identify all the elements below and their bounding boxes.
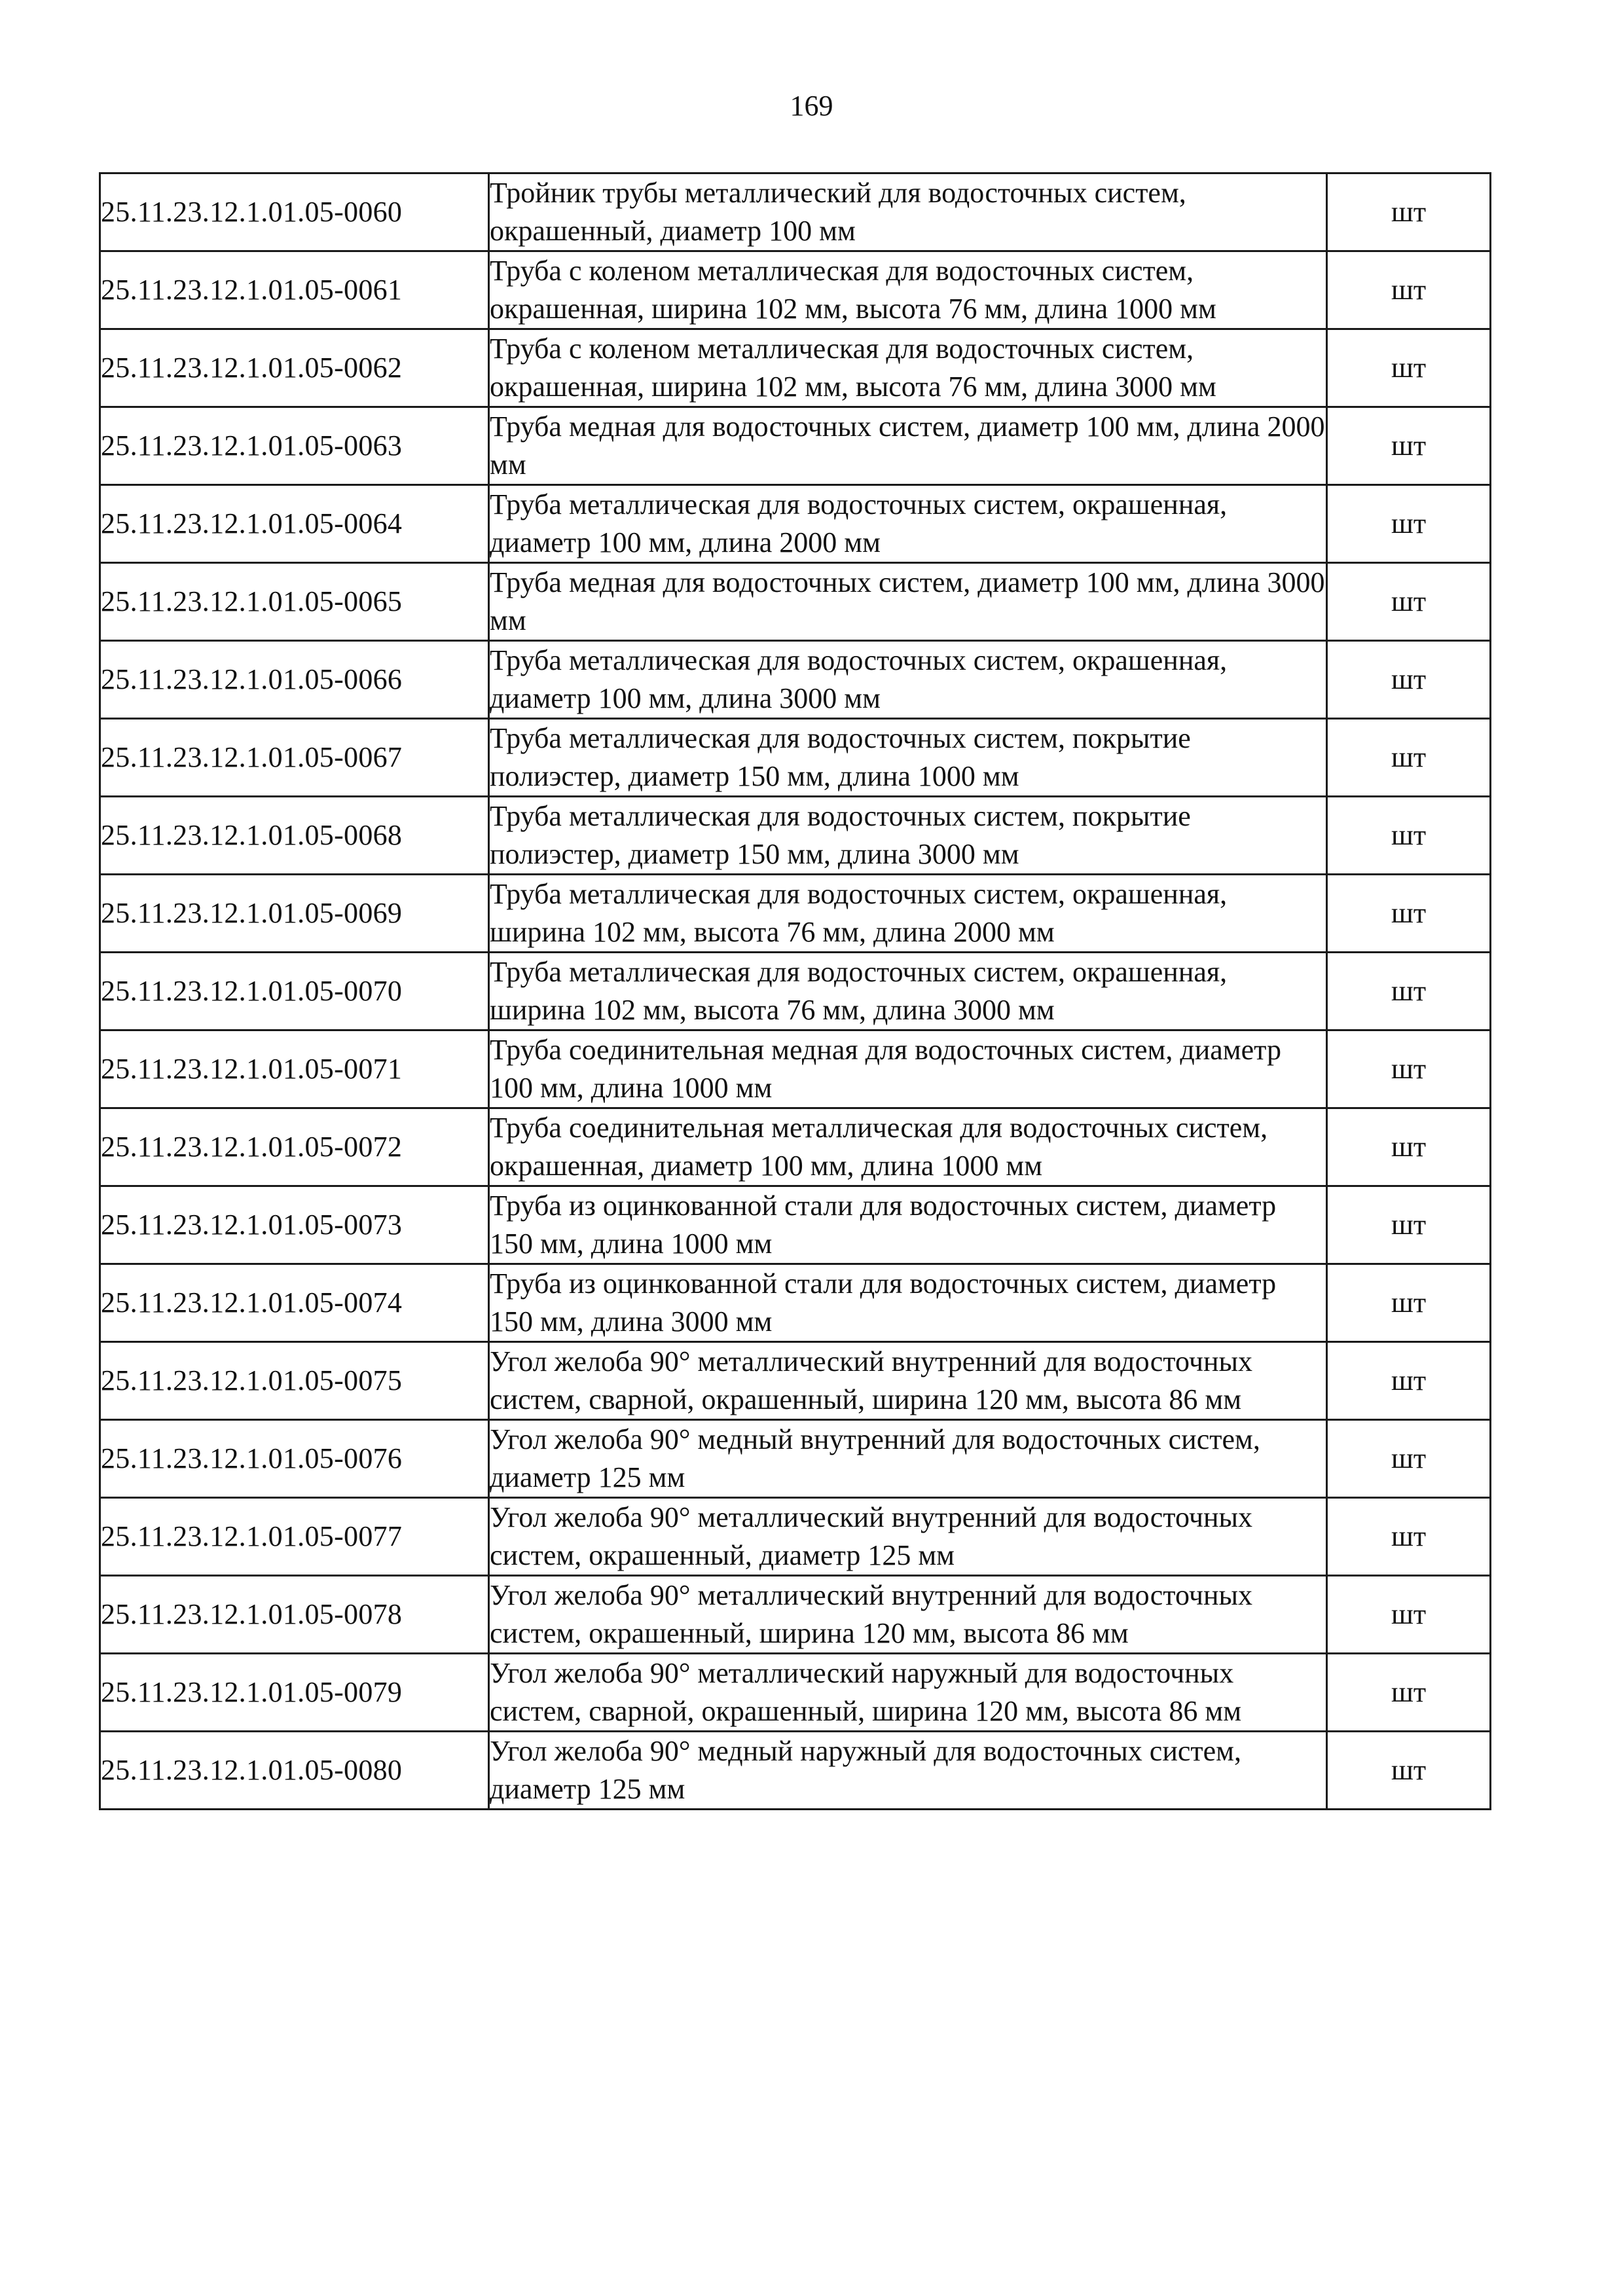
resource-code: 25.11.23.12.1.01.05-0072 [100,1108,489,1186]
table-row [100,1108,1491,1186]
resource-code: 25.11.23.12.1.01.05-0073 [100,1186,489,1264]
resource-code: 25.11.23.12.1.01.05-0065 [100,563,489,641]
resource-description: Труба соединительная металлическая для водосточных систем, окрашенная, диаметр 100 мм, длина 1000 мм [489,1108,1327,1186]
table-row [100,251,1491,329]
table-row [100,1420,1491,1498]
table-row [100,641,1491,719]
table-row [100,173,1491,251]
resource-description: Угол желоба 90° металлический наружный для водосточных систем, сварной, окрашенный, ширина 120 мм, высота 86 мм [489,1654,1327,1732]
unit-of-measure: шт [1327,1420,1491,1498]
unit-of-measure: шт [1327,1108,1491,1186]
unit-of-measure: шт [1327,953,1491,1030]
resource-table [99,172,1491,1810]
resource-description: Угол желоба 90° металлический внутренний для водосточных систем, окрашенный, диаметр 125 мм [489,1498,1327,1576]
unit-of-measure: шт [1327,719,1491,797]
resource-code: 25.11.23.12.1.01.05-0075 [100,1342,489,1420]
resource-description: Труба с коленом металлическая для водосточных систем, окрашенная, ширина 102 мм, высота 76 мм, длина 1000 мм [489,251,1327,329]
page-number: 169 [790,90,833,122]
table-row [100,719,1491,797]
table-row [100,485,1491,563]
resource-description: Труба с коленом металлическая для водосточных систем, окрашенная, ширина 102 мм, высота 76 мм, длина 3000 мм [489,329,1327,407]
resource-code: 25.11.23.12.1.01.05-0064 [100,485,489,563]
unit-of-measure: шт [1327,1264,1491,1342]
resource-code: 25.11.23.12.1.01.05-0068 [100,797,489,875]
resource-description: Труба металлическая для водосточных систем, окрашенная, диаметр 100 мм, длина 3000 мм [489,641,1327,719]
unit-of-measure: шт [1327,1186,1491,1264]
resource-description: Угол желоба 90° медный наружный для водосточных систем, диаметр 125 мм [489,1732,1327,1810]
unit-of-measure: шт [1327,1030,1491,1108]
resource-description: Труба металлическая для водосточных систем, окрашенная, диаметр 100 мм, длина 2000 мм [489,485,1327,563]
table-row [100,563,1491,641]
table-row [100,1498,1491,1576]
resource-code: 25.11.23.12.1.01.05-0071 [100,1030,489,1108]
resource-description: Тройник трубы металлический для водосточных систем, окрашенный, диаметр 100 мм [489,173,1327,251]
unit-of-measure: шт [1327,1576,1491,1654]
resource-description: Труба металлическая для водосточных систем, покрытие полиэстер, диаметр 150 мм, длина 1000 мм [489,719,1327,797]
resource-code: 25.11.23.12.1.01.05-0080 [100,1732,489,1810]
resource-description: Труба медная для водосточных систем, диаметр 100 мм, длина 3000 мм [489,563,1327,641]
unit-of-measure: шт [1327,251,1491,329]
resource-description: Угол желоба 90° металлический внутренний для водосточных систем, сварной, окрашенный, ширина 120 мм, высота 86 мм [489,1342,1327,1420]
resource-code: 25.11.23.12.1.01.05-0061 [100,251,489,329]
resource-description: Труба медная для водосточных систем, диаметр 100 мм, длина 2000 мм [489,407,1327,485]
table-row [100,1030,1491,1108]
resource-code: 25.11.23.12.1.01.05-0060 [100,173,489,251]
resource-description: Труба металлическая для водосточных систем, окрашенная, ширина 102 мм, высота 76 мм, длина 3000 мм [489,953,1327,1030]
table-row [100,1654,1491,1732]
resource-table-body [100,173,1491,1810]
resource-description: Труба металлическая для водосточных систем, окрашенная, ширина 102 мм, высота 76 мм, длина 2000 мм [489,875,1327,953]
resource-code: 25.11.23.12.1.01.05-0070 [100,953,489,1030]
resource-description: Труба металлическая для водосточных систем, покрытие полиэстер, диаметр 150 мм, длина 3000 мм [489,797,1327,875]
unit-of-measure: шт [1327,407,1491,485]
unit-of-measure: шт [1327,1498,1491,1576]
resource-code: 25.11.23.12.1.01.05-0078 [100,1576,489,1654]
resource-code: 25.11.23.12.1.01.05-0063 [100,407,489,485]
table-row [100,953,1491,1030]
unit-of-measure: шт [1327,1654,1491,1732]
resource-code: 25.11.23.12.1.01.05-0062 [100,329,489,407]
table-row [100,329,1491,407]
unit-of-measure: шт [1327,875,1491,953]
unit-of-measure: шт [1327,563,1491,641]
table-row [100,1264,1491,1342]
table-row [100,1576,1491,1654]
resource-description: Труба из оцинкованной стали для водосточных систем, диаметр 150 мм, длина 3000 мм [489,1264,1327,1342]
resource-code: 25.11.23.12.1.01.05-0077 [100,1498,489,1576]
unit-of-measure: шт [1327,641,1491,719]
resource-code: 25.11.23.12.1.01.05-0066 [100,641,489,719]
table-row [100,875,1491,953]
unit-of-measure: шт [1327,329,1491,407]
resource-code: 25.11.23.12.1.01.05-0074 [100,1264,489,1342]
resource-description: Угол желоба 90° металлический внутренний для водосточных систем, окрашенный, ширина 120 мм, высота 86 мм [489,1576,1327,1654]
table-row [100,1732,1491,1810]
unit-of-measure: шт [1327,1732,1491,1810]
table-row [100,1342,1491,1420]
resource-description: Труба из оцинкованной стали для водосточных систем, диаметр 150 мм, длина 1000 мм [489,1186,1327,1264]
table-row [100,1186,1491,1264]
resource-description: Угол желоба 90° медный внутренний для водосточных систем, диаметр 125 мм [489,1420,1327,1498]
table-row [100,407,1491,485]
unit-of-measure: шт [1327,1342,1491,1420]
resource-code: 25.11.23.12.1.01.05-0069 [100,875,489,953]
unit-of-measure: шт [1327,485,1491,563]
resource-description: Труба соединительная медная для водосточных систем, диаметр 100 мм, длина 1000 мм [489,1030,1327,1108]
resource-code: 25.11.23.12.1.01.05-0076 [100,1420,489,1498]
resource-code: 25.11.23.12.1.01.05-0079 [100,1654,489,1732]
resource-code: 25.11.23.12.1.01.05-0067 [100,719,489,797]
table-row [100,797,1491,875]
unit-of-measure: шт [1327,173,1491,251]
unit-of-measure: шт [1327,797,1491,875]
